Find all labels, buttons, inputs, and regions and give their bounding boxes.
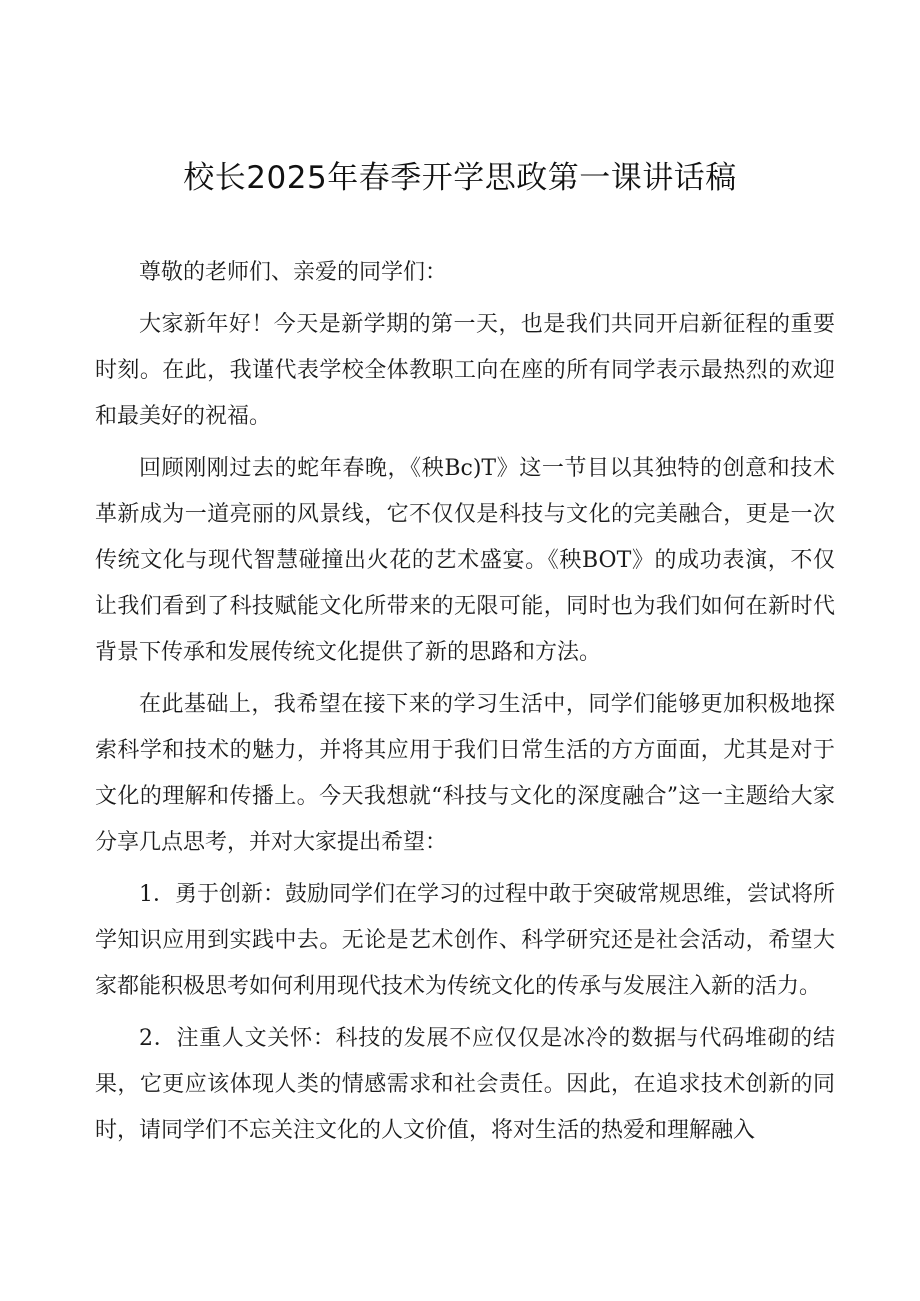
review-paragraph: 回顾刚刚过去的蛇年春晚，《秧Bc)T》这一节目以其独特的创意和技术革新成为一道亮丽的风景线，它不仅仅是科技与文化的完美融合，更是一次传统文化与现代智慧碰撞出火花的艺术盛宴。《秧BOT》的成功表演，不仅让我们看到了科技赋能文化所带来的无限可能，同时也为我们如何在新时代背景下传承和发展传统文化提供了新的思路和方法。 [95, 456, 835, 665]
salutation-paragraph: 尊敬的老师们、亲爱的同学们： [139, 260, 448, 285]
document-body [95, 250, 835, 1160]
document-title: 校长2025年春季开学思政第一课讲话稿 [183, 160, 737, 196]
greeting-paragraph: 大家新年好！今天是新学期的第一天，也是我们共同开启新征程的重要时刻。在此，我谨代表学校全体教职工向在座的所有同学表示最热烈的欢迎和最美好的祝福。 [95, 312, 835, 429]
hope-paragraph: 在此基础上，我希望在接下来的学习生活中，同学们能够更加积极地探索科学和技术的魅力，并将其应用于我们日常生活的方方面面，尤其是对于文化的理解和传播上。今天我想就“科技与文化的深度融合”这一主题给大家分享几点思考，并对大家提出希望： [95, 692, 835, 855]
point-1-paragraph: 1．勇于创新：鼓励同学们在学习的过程中敢于突破常规思维，尝试将所学知识应用到实践中去。无论是艺术创作、科学研究还是社会活动，希望大家都能积极思考如何利用现代技术为传统文化的传承与发展注入新的活力。 [95, 882, 835, 999]
point-2-paragraph: 2．注重人文关怀：科技的发展不应仅仅是冰冷的数据与代码堆砌的结果，它更应该体现人类的情感需求和社会责任。因此，在追求技术创新的同时，请同学们不忘关注文化的人文价值，将对生活的热爱和理解融入 [95, 1026, 835, 1143]
